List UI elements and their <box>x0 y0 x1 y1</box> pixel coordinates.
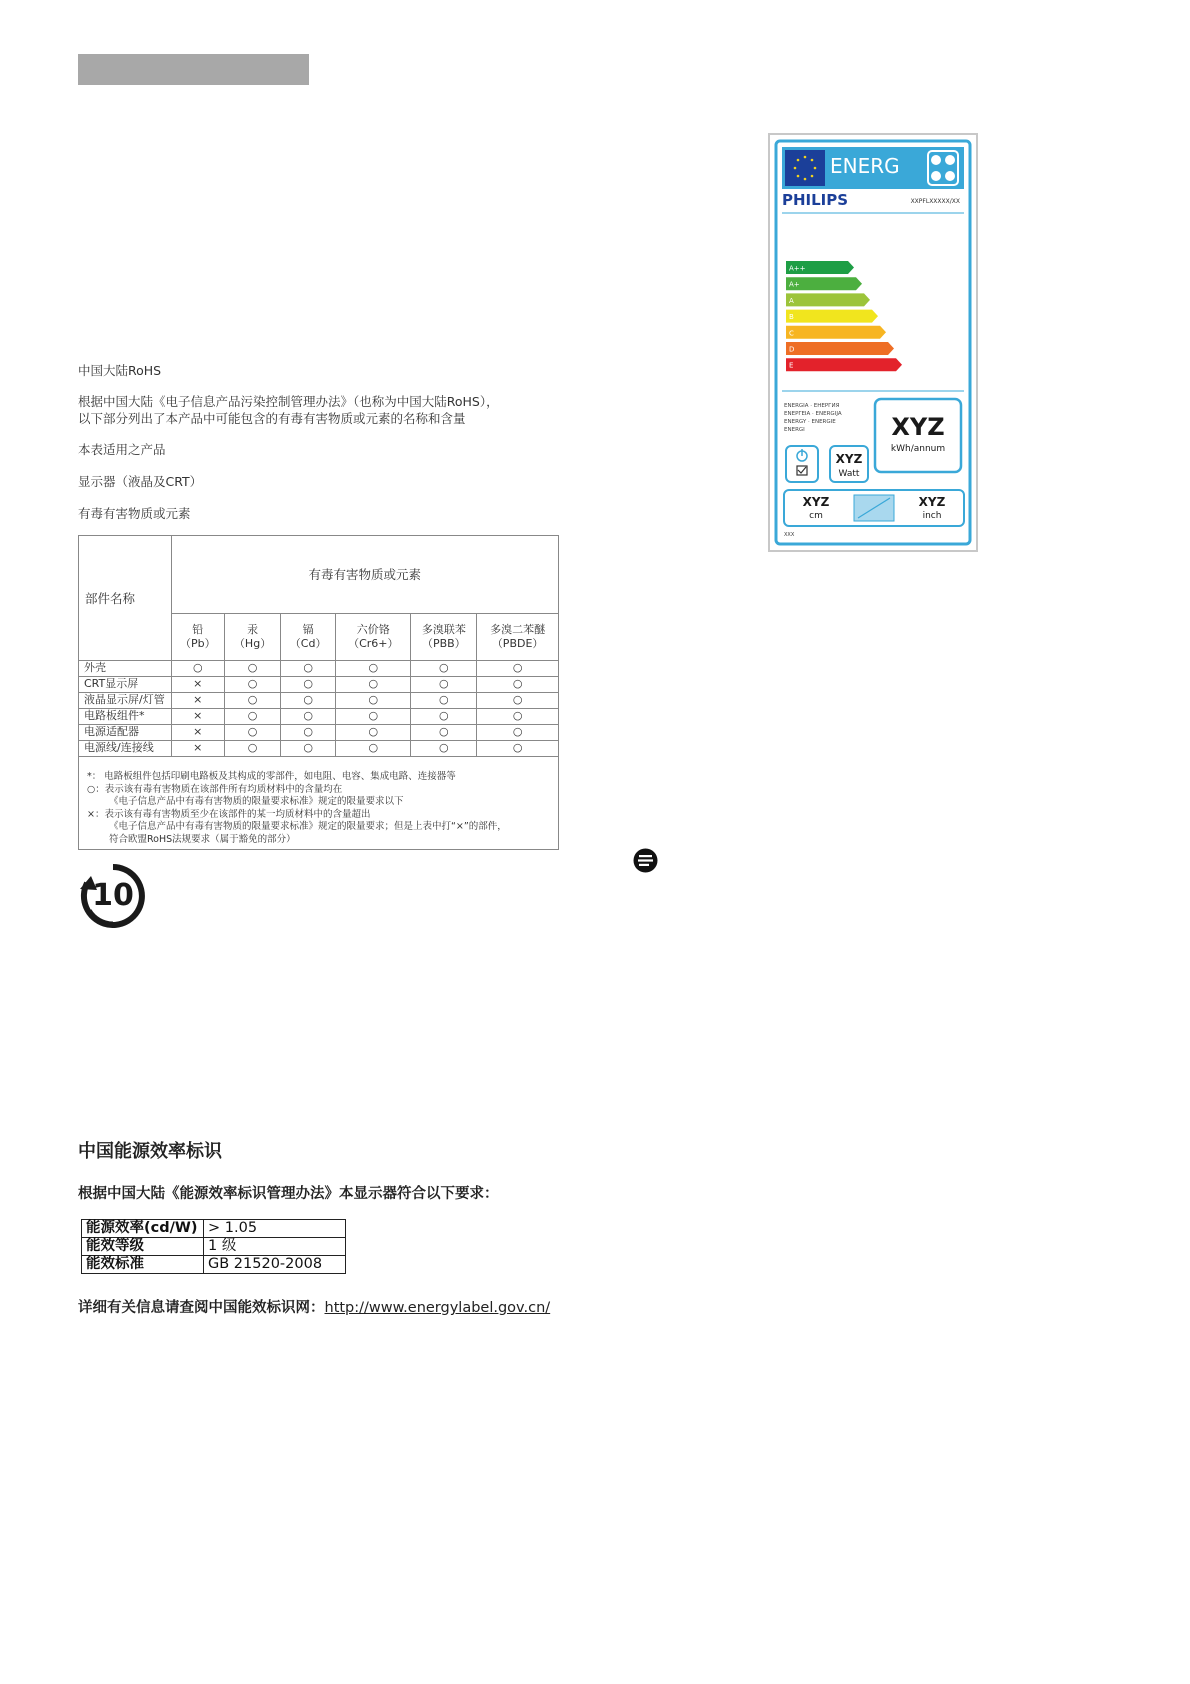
table-row <box>82 1256 346 1274</box>
rohs-part-cell: 电源适配器 <box>79 724 171 740</box>
rohs-value-cell: ○ <box>336 676 411 692</box>
energy-key-cell: 能效标准 <box>82 1256 204 1274</box>
energy-class-label: E <box>789 361 794 370</box>
rohs-col-header: 铅 （Pb） <box>171 613 225 660</box>
energylabel-link[interactable]: http://www.energylabel.gov.cn/ <box>324 1300 551 1316</box>
rohs-value-cell: ○ <box>281 708 336 724</box>
energy-class-arrow <box>786 293 870 306</box>
rohs-value-cell: ○ <box>225 724 281 740</box>
rohs-value-cell: ○ <box>411 660 477 676</box>
rohs-value-cell: ○ <box>336 724 411 740</box>
power-unit: Watt <box>838 469 860 479</box>
rohs-col-header: 六价铬 （Cr6+） <box>336 613 411 660</box>
section-header-bar <box>78 54 309 85</box>
rohs-part-cell: 外壳 <box>79 660 171 676</box>
rohs-title: 中国大陆RoHS <box>78 363 162 378</box>
energy-word-line: ENERGIA · ЕНЕРГИЯ <box>784 403 840 409</box>
rohs-value-cell: ○ <box>411 676 477 692</box>
energy-class-arrow <box>786 358 902 371</box>
rohs-col-header: 镉 （Cd） <box>281 613 336 660</box>
more-info-text: 详细有关信息请查阅中国能效标识网： <box>78 1300 325 1316</box>
rohs-value-cell: × <box>171 740 225 756</box>
energy-class-label: C <box>789 329 794 338</box>
eu-flag-icon <box>785 150 825 186</box>
table-row <box>79 724 558 740</box>
table-row <box>79 692 558 708</box>
rohs-value-cell: ○ <box>281 676 336 692</box>
rohs-value-cell: ○ <box>171 660 225 676</box>
eu-energy-label <box>768 133 978 552</box>
annual-consumption-unit: kWh/annum <box>890 444 946 454</box>
rohs-value-cell: ○ <box>477 708 558 724</box>
energy-value-cell: GB 21520-2008 <box>204 1256 346 1274</box>
rohs-value-cell: ○ <box>281 692 336 708</box>
cn-energy-title: 中国能源效率标识 <box>78 1141 222 1162</box>
rohs-value-cell: ○ <box>411 724 477 740</box>
rohs-note: ○：表示该有毒有害物质在该部件所有均质材料中的含量均在 <box>87 783 343 795</box>
energy-class-label: A <box>789 296 794 305</box>
energy-word: ENERG <box>830 154 900 178</box>
rohs-value-cell: ○ <box>477 676 558 692</box>
brand-name: PHILIPS <box>782 191 849 209</box>
cn-energy-table <box>81 1219 346 1274</box>
label-footer-code: XXX <box>784 532 795 538</box>
table-row <box>82 1238 346 1256</box>
rohs-note: 《电子信息产品中有毒有害物质的限量要求标准》规定的限量要求；但是上表中打“×”的部件， <box>109 821 507 832</box>
rohs-value-cell: × <box>171 692 225 708</box>
rohs-note: 《电子信息产品中有毒有害物质的限量要求标准》规定的限量要求以下 <box>109 796 404 807</box>
energy-key-cell: 能源效率(cd/W) <box>82 1220 204 1238</box>
rohs-part-cell: CRT显示屏 <box>79 676 171 692</box>
diagonal-cm-unit: cm <box>809 511 823 521</box>
rohs-part-header: 部件名称 <box>79 536 171 660</box>
rohs-col-header: 多溴联苯 （PBB） <box>411 613 477 660</box>
rohs-col-header: 多溴二苯醚 （PBDE） <box>477 613 558 660</box>
rohs-value-cell: ○ <box>281 724 336 740</box>
energy-class-label: A+ <box>789 280 800 289</box>
power-value: XYZ <box>835 452 863 466</box>
rohs-value-cell: ○ <box>477 692 558 708</box>
diagonal-inch-value: XYZ <box>918 495 946 509</box>
annual-consumption-value: XYZ <box>891 413 945 441</box>
efup-number: 10 <box>92 878 134 913</box>
rohs-intro-line-1: 根据中国大陆《电子信息产品污染控制管理办法》（也称为中国大陆RoHS）， <box>78 394 499 409</box>
rohs-value-cell: ○ <box>336 740 411 756</box>
model-number: XXPFLXXXXX/XX <box>910 198 960 205</box>
rohs-value-cell: ○ <box>225 692 281 708</box>
rohs-note: 符合欧盟RoHS法规要求（属于豁免的部分） <box>109 833 296 845</box>
rohs-substances-heading: 有毒有害物质或元素 <box>78 506 191 521</box>
rohs-value-cell: ○ <box>281 740 336 756</box>
rohs-part-cell: 液晶显示屏/灯管 <box>79 692 171 708</box>
energy-word-line: ΕΝΕΡΓΕΙΑ · ENERGIJA <box>784 411 842 417</box>
cn-energy-more-info <box>78 1296 550 1317</box>
energy-value-cell: 1 级 <box>204 1238 346 1256</box>
rohs-value-cell: ○ <box>336 692 411 708</box>
table-row <box>79 660 558 676</box>
rohs-value-cell: ○ <box>477 660 558 676</box>
rohs-value-cell: ○ <box>336 708 411 724</box>
table-row <box>79 740 558 756</box>
energy-class-label: B <box>789 313 794 322</box>
energy-word-line: ENERGI <box>784 427 805 433</box>
rohs-value-cell: ○ <box>336 660 411 676</box>
rohs-table <box>79 536 558 757</box>
rohs-value-cell: ○ <box>225 660 281 676</box>
rohs-intro-line-2: 以下部分列出了本产品中可能包含的有毒有害物质或元素的名称和含量 <box>78 411 466 426</box>
energy-word-line: ENERGY · ENERGIE <box>784 419 836 425</box>
energy-value-cell: > 1.05 <box>204 1220 346 1238</box>
rohs-value-cell: × <box>171 676 225 692</box>
rohs-table-container <box>78 535 559 850</box>
rohs-value-cell: ○ <box>477 740 558 756</box>
cn-energy-subtitle: 根据中国大陆《能源效率标识管理办法》本显示器符合以下要求： <box>78 1186 499 1202</box>
energy-class-arrow <box>786 310 878 323</box>
note-icon <box>633 848 658 873</box>
energy-key-cell: 能效等级 <box>82 1238 204 1256</box>
rohs-value-cell: × <box>171 724 225 740</box>
rohs-value-cell: ○ <box>411 740 477 756</box>
table-row <box>79 708 558 724</box>
rohs-note: ×：表示该有毒有害物质至少在该部件的某一均质材料中的含量超出 <box>87 808 371 820</box>
efup-10-logo-icon <box>78 862 148 928</box>
rohs-value-cell: ○ <box>225 708 281 724</box>
rohs-product-text: 显示器（液晶及CRT） <box>78 474 203 489</box>
energy-class-label: A++ <box>789 264 806 273</box>
rohs-group-header: 有毒有害物质或元素 <box>171 536 558 613</box>
energy-class-arrow <box>786 326 886 339</box>
rohs-part-cell: 电源线/连接线 <box>79 740 171 756</box>
rohs-value-cell: ○ <box>225 740 281 756</box>
energy-class-label: D <box>789 345 795 354</box>
diagonal-cm-value: XYZ <box>802 495 830 509</box>
rohs-part-cell: 电路板组件* <box>79 708 171 724</box>
rohs-value-cell: ○ <box>281 660 336 676</box>
rohs-value-cell: ○ <box>477 724 558 740</box>
rohs-value-cell: ○ <box>225 676 281 692</box>
table-row <box>82 1220 346 1238</box>
rohs-value-cell: × <box>171 708 225 724</box>
rohs-note: *： 电路板组件包括印刷电路板及其构成的零部件，如电阻、电容、集成电路、连接器等 <box>87 771 456 782</box>
energy-class-arrow <box>786 342 894 355</box>
table-row <box>79 676 558 692</box>
rohs-applicable-text: 本表适用之产品 <box>78 442 166 457</box>
diagonal-inch-unit: inch <box>922 511 942 521</box>
rohs-value-cell: ○ <box>411 708 477 724</box>
rohs-intro-paragraph <box>78 393 558 427</box>
rohs-table-notes <box>87 771 557 846</box>
rohs-value-cell: ○ <box>411 692 477 708</box>
rohs-col-header: 汞 （Hg） <box>225 613 281 660</box>
